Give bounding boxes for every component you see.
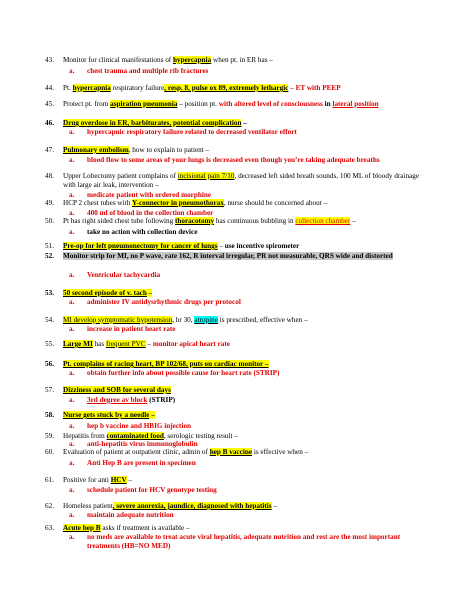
text-run: Upper Lobectomy patient complains of <box>63 172 178 180</box>
question-number: 47. <box>45 146 54 154</box>
text-run: Hepatitis from <box>63 432 107 440</box>
text-run: is effective when – <box>252 448 309 456</box>
text-run: Pt has right sided chest tube following <box>63 217 175 225</box>
text-run: Pt. complains of racing heart, BP 102/68, puts on cardiac monitor – <box>63 360 269 368</box>
text-run: frequent PVC <box>105 340 146 348</box>
text-run: , severe anorexia, jaundice, diagnosed with hepatitis <box>112 502 272 510</box>
answer-letter: a. <box>69 533 75 541</box>
question-item <box>45 146 428 155</box>
text-run: Pt. <box>63 84 73 92</box>
text-run: Acute hep B <box>63 524 101 532</box>
text-run: medicate patient with ordered morphine <box>87 191 212 199</box>
text-run: chest trauma and multiple rib fractures <box>87 67 209 75</box>
text-run: when pt. in ER has – <box>211 56 273 64</box>
text-run: 400 ml of blood in the collection chamber <box>87 209 214 217</box>
answer-letter: a. <box>69 396 75 404</box>
text-run: , serologic testing result – <box>163 432 238 440</box>
text-run: , hr 30, <box>172 316 195 324</box>
text-run: Pre-op for left pneumonectomy for cancer of lungs <box>63 242 218 250</box>
answer-item <box>69 67 427 76</box>
text-run: has continuous bubbling in <box>214 217 296 225</box>
answer-letter: a. <box>69 422 75 430</box>
question-item <box>45 242 428 251</box>
text-run: – position pt. <box>177 100 219 108</box>
question-number: 59. <box>45 432 54 440</box>
question-item <box>45 119 428 128</box>
text-run: maintain adequate nutrition <box>87 511 174 519</box>
text-run: – <box>241 119 247 127</box>
text-run: asks if treatment is available – <box>100 524 190 532</box>
text-run: administer IV antidysrhythmic drugs per protocol <box>87 298 241 306</box>
text-run: use incentive spirometer <box>224 242 300 250</box>
answer-item <box>69 128 427 137</box>
text-run: collection chamber <box>295 217 351 225</box>
text-run: contaminated food <box>106 432 164 440</box>
question-item <box>45 448 428 457</box>
text-run: 50 second episode of v. tach <box>63 289 147 297</box>
question-number: 44. <box>45 84 54 92</box>
answer-item <box>69 228 427 237</box>
answer-letter: a. <box>69 228 75 236</box>
answer-item <box>69 369 427 378</box>
text-run: increase in patient heart rate <box>87 325 176 333</box>
question-number: 61. <box>45 476 54 484</box>
question-item <box>45 56 428 65</box>
text-run: Large MI <box>63 340 93 348</box>
question-number: 50. <box>45 217 54 225</box>
question-number: 55. <box>45 340 54 348</box>
question-item <box>45 289 428 298</box>
question-item <box>45 84 428 93</box>
answer-letter: a. <box>69 369 75 377</box>
answer-item <box>69 486 427 495</box>
question-number: 43. <box>45 56 54 64</box>
answer-letter: a. <box>69 67 75 75</box>
question-number: 53. <box>45 289 54 297</box>
answer-item <box>69 459 427 468</box>
text-run: hypercapnia <box>72 84 111 92</box>
text-run: Nurse gets stuck by a needle <box>63 411 150 419</box>
text-run: Dizziness and SOB for several days <box>63 386 171 394</box>
text-run: Protect pt. from <box>63 100 111 108</box>
answer-letter: a. <box>69 440 75 448</box>
answer-letter: a. <box>69 459 75 467</box>
question-item <box>45 411 428 420</box>
question-number: 58. <box>45 411 54 419</box>
question-item <box>45 252 428 261</box>
text-run: Evaluation of patient at outpatient clinic, admin of <box>63 448 210 456</box>
question-number: 48. <box>45 172 54 180</box>
answer-letter: a. <box>69 128 75 136</box>
text-run: – <box>271 502 277 510</box>
answer-letter: a. <box>69 271 75 279</box>
question-item <box>45 524 428 533</box>
text-run: atropine <box>194 316 218 324</box>
text-run: – <box>217 242 225 250</box>
text-run: MI develop symptomatic hypotension <box>63 316 173 324</box>
question-number: 45. <box>45 100 54 108</box>
text-run: HCV <box>110 476 127 484</box>
text-run: obtain further info about possible cause for heart rate (STRIP) <box>87 369 280 377</box>
answer-letter: a. <box>69 298 75 306</box>
answer-letter: a. <box>69 209 75 217</box>
text-run: no meds are available to treat acute viral hepatitis, adequate nutrition and rest are the most important treatments (HB=NO MED) <box>87 533 401 550</box>
text-run: , decreased left sided breath sounds, 100 ML of bloody drainage with large air leak, intervention – <box>63 172 420 189</box>
text-run: Y-connector in pneumothorax <box>132 199 224 207</box>
text-run: – <box>350 217 356 225</box>
answer-item <box>69 271 427 280</box>
answer-item <box>69 156 427 165</box>
question-item <box>45 199 428 208</box>
question-number: 60. <box>45 448 54 456</box>
text-run: with altered level of consciousness <box>218 100 323 108</box>
question-item <box>45 386 428 395</box>
text-run: ET with PEEP <box>295 84 341 92</box>
text-run: , nurse should be concerned about – <box>223 199 328 207</box>
question-item <box>45 217 428 226</box>
question-item <box>45 172 428 190</box>
text-run: Anti Hep B are present in specimen <box>87 459 196 467</box>
text-run: hep B vaccine <box>209 448 253 456</box>
question-item <box>45 100 428 109</box>
answer-letter: a. <box>69 486 75 494</box>
question-item <box>45 476 428 485</box>
text-run: hep b vaccine and HBIG injection <box>87 422 192 430</box>
answer-letter: a. <box>69 191 75 199</box>
text-run: Monitor for clinical manifestations of <box>63 56 173 64</box>
text-run: Monitor strip for MI, no P wave, rate 162, R interval irregular, PR not measurable, QRS wide and distorted <box>63 252 393 260</box>
question-item <box>45 340 428 349</box>
text-run: HCP 2 chest tubes with <box>63 199 133 207</box>
text-run: – <box>288 84 296 92</box>
text-run: schedule patient for HCV genotype testing <box>87 486 217 494</box>
question-number: 57. <box>45 386 54 394</box>
text-run: respiratory failure <box>110 84 165 92</box>
text-run: is prescribed, effective when – <box>217 316 308 324</box>
text-run: blood flow to some areas of your lungs is decreased even though you’re taking adequate breaths <box>87 156 380 164</box>
text-run: , resp. 8, pulse ox 89, extremely lethargic <box>164 84 289 92</box>
text-run: in <box>322 100 333 108</box>
question-number: 63. <box>45 524 54 532</box>
text-run: – <box>126 476 133 484</box>
text-run: hypercapnic respiratory failure related to decreased ventilator effort <box>87 128 297 136</box>
question-item <box>45 360 428 369</box>
text-run: Positive for anti <box>63 476 111 484</box>
text-run: – <box>145 340 153 348</box>
text-run: – <box>149 411 155 419</box>
text-run: hypercapnia <box>172 56 212 64</box>
text-run: Drug overdose in ER, barbiturates, potential complication <box>63 119 242 127</box>
text-run: – <box>146 289 153 297</box>
answer-item <box>69 396 427 405</box>
answer-item <box>69 533 427 551</box>
text-run: lateral position <box>332 100 379 108</box>
answer-letter: a. <box>69 156 75 164</box>
text-run: , how to explain to patient – <box>128 146 210 154</box>
question-number: 51. <box>45 242 54 250</box>
answer-item <box>69 298 427 307</box>
answer-letter: a. <box>69 511 75 519</box>
text-run: anti-hepatitis virus immunoglobulin <box>87 440 198 448</box>
question-number: 62. <box>45 502 54 510</box>
question-number: 56. <box>45 360 54 368</box>
question-number: 49. <box>45 199 54 207</box>
text-run: Pulmonary embolism <box>63 146 129 154</box>
text-run: (STRIP) <box>147 396 176 404</box>
text-run: monitor apical heart rate <box>152 340 230 348</box>
answer-item <box>69 511 427 520</box>
text-run: has <box>92 340 106 348</box>
question-number: 46. <box>45 119 54 127</box>
answer-item <box>69 422 427 431</box>
text-run: aspiration pneumonia <box>110 100 178 108</box>
question-number: 54. <box>45 316 54 324</box>
text-run: incisional pain 7/10 <box>177 172 235 180</box>
question-number: 52. <box>45 252 54 260</box>
text-run: 3rd degree av block <box>87 396 148 404</box>
question-item <box>45 316 428 325</box>
text-run: thoracotomy <box>175 217 215 225</box>
question-item <box>45 502 428 511</box>
answer-item <box>69 325 427 334</box>
text-run: Ventricular tachycardia <box>87 271 161 279</box>
text-run: Homeless patient <box>63 502 113 510</box>
answer-letter: a. <box>69 325 75 333</box>
text-run: take no action with collection device <box>87 228 198 236</box>
